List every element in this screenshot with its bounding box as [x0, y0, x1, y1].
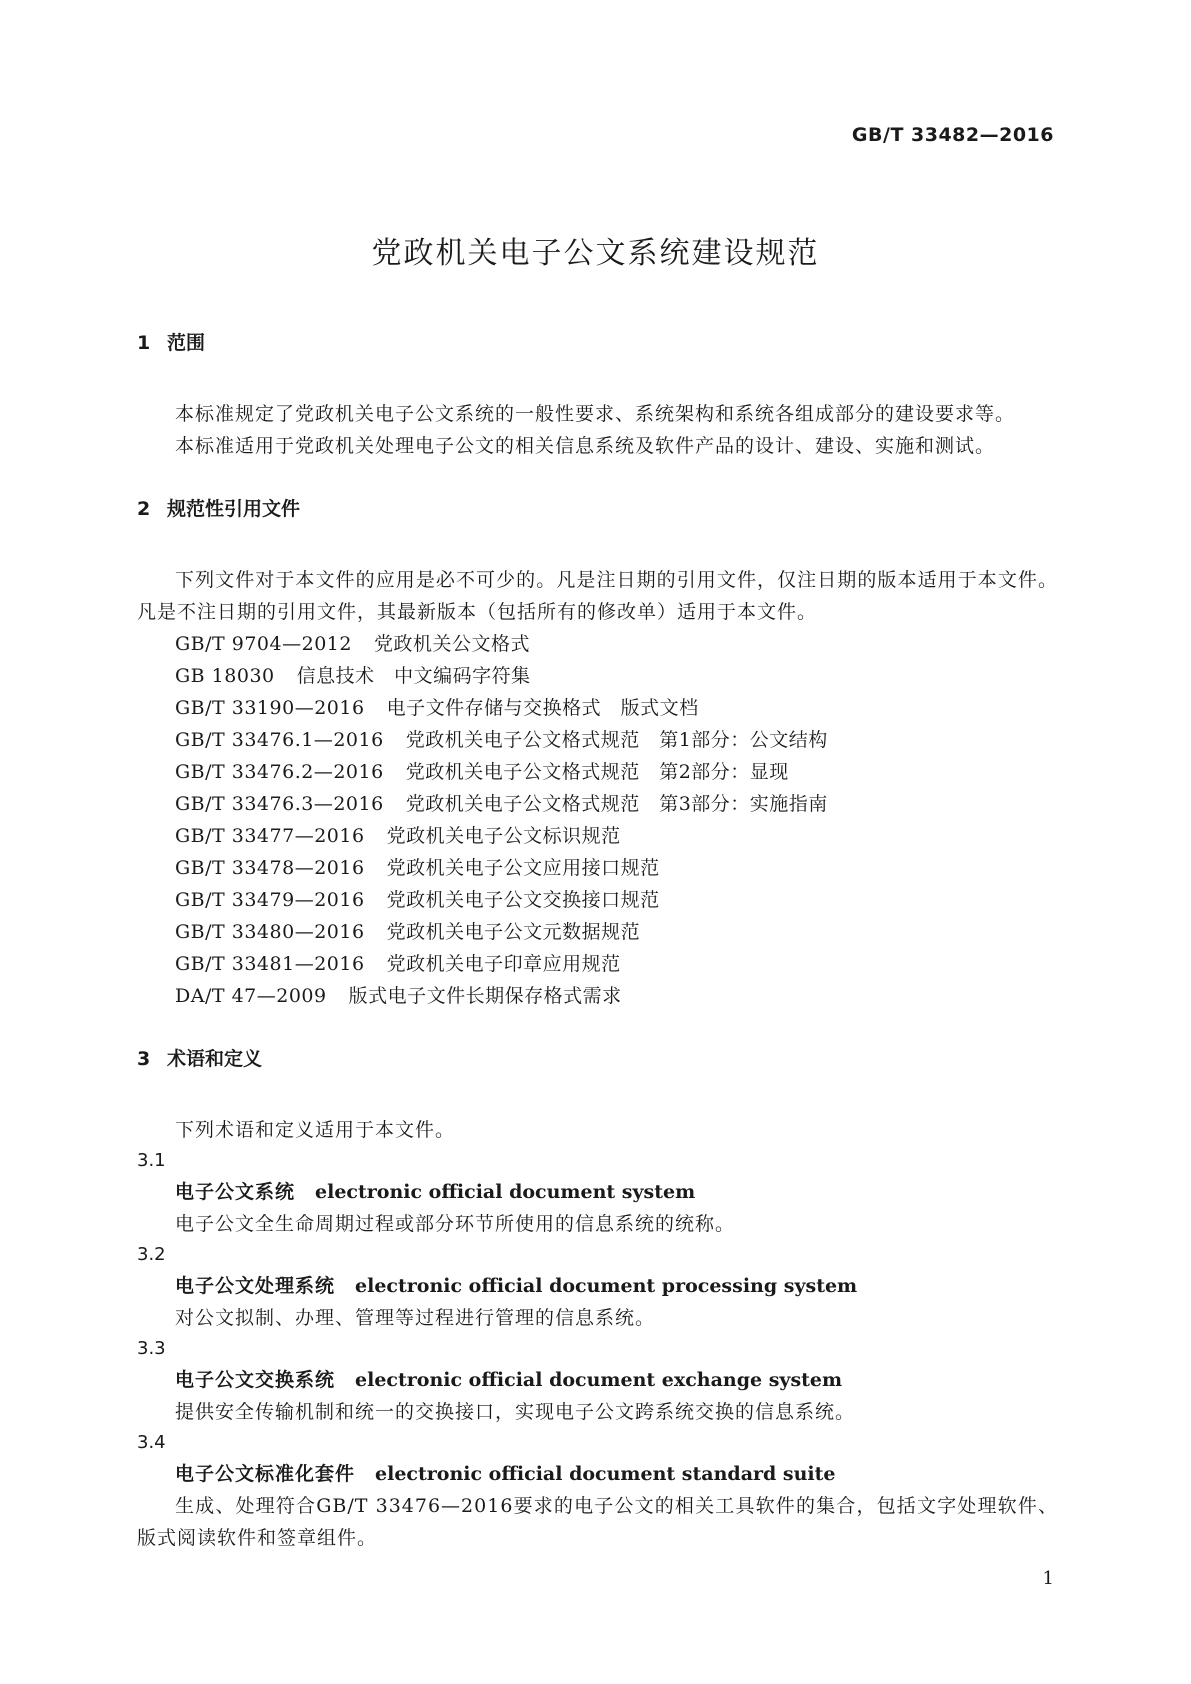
reference-code: GB/T 9704—2012: [175, 633, 352, 655]
reference-code: GB/T 33476.2—2016: [175, 761, 384, 783]
term-english: electronic official document exchange system: [355, 1369, 843, 1391]
reference-title: 电子文件存储与交换格式 版式文档: [386, 697, 699, 719]
page-number: 1: [1042, 1568, 1054, 1589]
reference-title: 信息技术 中文编码字符集: [296, 665, 531, 687]
paragraph: 本标准适用于党政机关处理电子公文的相关信息系统及软件产品的设计、建设、实施和测试。: [175, 435, 996, 457]
reference-code: GB 18030: [175, 665, 275, 687]
term-chinese: 电子公文系统: [175, 1181, 296, 1203]
term-definition: 提供安全传输机制和统一的交换接口，实现电子公文跨系统交换的信息系统。: [175, 1401, 856, 1423]
term-title: [137, 1458, 1058, 1490]
reference-item: [137, 820, 1058, 852]
reference-item: [137, 916, 1058, 948]
reference-item: [137, 692, 1058, 724]
term-english: electronic official document standard suite: [375, 1463, 836, 1485]
term-chinese: 电子公文处理系统: [175, 1275, 336, 1297]
reference-code: GB/T 33477—2016: [175, 825, 365, 847]
section-number: 2: [137, 498, 151, 520]
reference-code: GB/T 33480—2016: [175, 921, 365, 943]
paragraph: 本标准规定了党政机关电子公文系统的一般性要求、系统架构和系统各组成部分的建设要求等。: [175, 403, 1016, 425]
section-heading-scope: [137, 330, 1058, 356]
reference-item: [137, 852, 1058, 884]
reference-item: [137, 948, 1058, 980]
term-english: electronic official document system: [315, 1181, 696, 1203]
reference-code: DA/T 47—2009: [175, 985, 327, 1007]
section-heading-normative-references: [137, 496, 1058, 522]
reference-code: GB/T 33476.1—2016: [175, 729, 384, 751]
term-number: 3.1: [137, 1150, 166, 1171]
term-english: electronic official document processing system: [355, 1275, 858, 1297]
reference-code: GB/T 33476.3—2016: [175, 793, 384, 815]
reference-title: 党政机关电子公文标识规范: [386, 825, 621, 847]
reference-item: [137, 660, 1058, 692]
reference-code: GB/T 33478—2016: [175, 857, 365, 879]
reference-item: [137, 628, 1058, 660]
reference-title: 党政机关电子印章应用规范: [386, 953, 621, 975]
term-title: [137, 1176, 1058, 1208]
term-title: [137, 1270, 1058, 1302]
term-title: [137, 1364, 1058, 1396]
reference-title: 党政机关公文格式: [373, 633, 530, 655]
reference-title: 版式电子文件长期保存格式需求: [348, 985, 622, 1007]
term-definition: 对公文拟制、办理、管理等过程进行管理的信息系统。: [175, 1307, 656, 1329]
document-body: [137, 330, 1058, 1554]
standard-code-header: GB/T 33482—2016: [851, 124, 1054, 146]
term-definition: 电子公文全生命周期过程或部分环节所使用的信息系统的统称。: [175, 1213, 736, 1235]
reference-item: [137, 724, 1058, 756]
reference-title: 党政机关电子公文格式规范 第3部分：实施指南: [405, 793, 828, 815]
section-number: 3: [137, 1048, 151, 1070]
term-chinese: 电子公文交换系统: [175, 1369, 336, 1391]
term-number: 3.4: [137, 1432, 166, 1453]
reference-title: 党政机关电子公文交换接口规范: [386, 889, 660, 911]
reference-code: GB/T 33479—2016: [175, 889, 365, 911]
reference-item: [137, 756, 1058, 788]
section-title: 规范性引用文件: [167, 498, 301, 520]
section-title: 术语和定义: [167, 1048, 263, 1070]
reference-title: 党政机关电子公文应用接口规范: [386, 857, 660, 879]
term-number: 3.3: [137, 1338, 166, 1359]
reference-item: [137, 980, 1058, 1012]
reference-code: GB/T 33481—2016: [175, 953, 365, 975]
document-title: 党政机关电子公文系统建设规范: [371, 236, 820, 271]
paragraph: 下列文件对于本文件的应用是必不可少的。凡是注日期的引用文件，仅注日期的版本适用于本文件。凡是不注日期的引用文件，其最新版本（包括所有的修改单）适用于本文件。: [137, 569, 1058, 623]
term-chinese: 电子公文标准化套件: [175, 1463, 356, 1485]
term-number: 3.2: [137, 1244, 166, 1265]
term-definition: 生成、处理符合GB/T 33476—2016要求的电子公文的相关工具软件的集合，包括文字处理软件、版式阅读软件和签章组件。: [137, 1495, 1058, 1549]
reference-title: 党政机关电子公文格式规范 第2部分：显现: [405, 761, 789, 783]
reference-item: [137, 884, 1058, 916]
reference-code: GB/T 33190—2016: [175, 697, 365, 719]
reference-title: 党政机关电子公文格式规范 第1部分：公文结构: [405, 729, 828, 751]
section-heading-terms: [137, 1046, 1058, 1072]
reference-item: [137, 788, 1058, 820]
paragraph: 下列术语和定义适用于本文件。: [175, 1119, 456, 1141]
section-number: 1: [137, 332, 151, 354]
reference-title: 党政机关电子公文元数据规范: [386, 921, 641, 943]
section-title: 范围: [167, 332, 206, 354]
